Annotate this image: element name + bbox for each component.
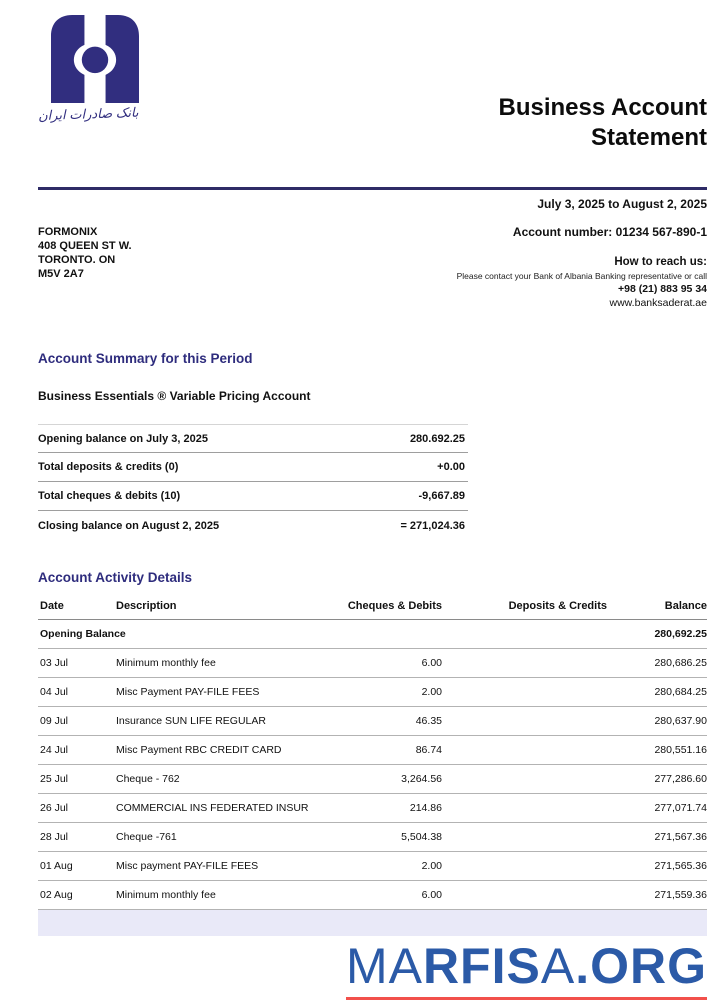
cell-description: Minimum monthly fee xyxy=(116,881,317,910)
activity-table xyxy=(38,594,707,910)
cell-balance: 280,551.16 xyxy=(607,736,707,765)
cell-date: 25 Jul xyxy=(38,765,116,794)
cell-debit: 3,264.56 xyxy=(317,765,442,794)
summary-value: 280.692.25 xyxy=(409,432,465,445)
table-row xyxy=(38,794,707,823)
table-row xyxy=(38,707,707,736)
bank-name-farsi: بانک صادرات ایران xyxy=(37,104,139,124)
bank-saderat-logo-icon xyxy=(46,15,144,103)
cell-debit: 86.74 xyxy=(317,736,442,765)
cell-debit: 6.00 xyxy=(317,649,442,678)
watermark-segment: .ORG xyxy=(575,938,707,994)
table-row xyxy=(38,736,707,765)
table-row xyxy=(38,678,707,707)
col-header-credits: Deposits & Credits xyxy=(442,594,607,620)
summary-value: +0.00 xyxy=(437,461,465,473)
summary-label: Opening balance on July 3, 2025 xyxy=(38,432,208,445)
cell-date: 09 Jul xyxy=(38,707,116,736)
watermark-wrap xyxy=(38,940,707,1000)
cell-credit xyxy=(442,736,607,765)
page-title xyxy=(499,93,708,153)
cell-date: 26 Jul xyxy=(38,794,116,823)
cell-credit xyxy=(442,765,607,794)
cell-date: 24 Jul xyxy=(38,736,116,765)
cell-credit xyxy=(442,852,607,881)
bank-website: www.banksaderat.ae xyxy=(609,297,707,309)
cell-date: 03 Jul xyxy=(38,649,116,678)
watermark-segment: RFIS xyxy=(422,938,541,994)
cell-balance: 271,567.36 xyxy=(607,823,707,852)
cell-date: 04 Jul xyxy=(38,678,116,707)
summary-value: -9,667.89 xyxy=(418,490,465,502)
summary-value: = 271,024.36 xyxy=(400,519,465,532)
summary-row xyxy=(38,453,468,482)
table-row xyxy=(38,852,707,881)
reach-us-note: Please contact your Bank of Albania Banking representative or call xyxy=(456,271,707,281)
summary-label: Total deposits & credits (0) xyxy=(38,461,179,473)
cell-credit xyxy=(442,678,607,707)
activity-header-row xyxy=(38,594,707,620)
address-line: 408 QUEEN ST W. xyxy=(38,240,132,252)
summary-label: Total cheques & debits (10) xyxy=(38,490,181,502)
cell-debit: 2.00 xyxy=(317,678,442,707)
cell-description: Misc Payment PAY-FILE FEES xyxy=(116,678,317,707)
address-line: TORONTO. ON xyxy=(38,254,116,266)
info-row xyxy=(38,225,707,309)
bank-logo-block xyxy=(37,15,218,124)
cell-balance: 271,559.36 xyxy=(607,881,707,910)
statement-period: July 3, 2025 to August 2, 2025 xyxy=(537,197,707,211)
cell-debit: 5,504.38 xyxy=(317,823,442,852)
table-row xyxy=(38,881,707,910)
col-header-balance: Balance xyxy=(607,594,707,620)
cell-credit xyxy=(442,649,607,678)
col-header-debits: Cheques & Debits xyxy=(317,594,442,620)
watermark-segment: MA xyxy=(345,938,423,994)
address-line: FORMONIX xyxy=(38,226,98,238)
cell-description: Cheque - 762 xyxy=(116,765,317,794)
customer-address xyxy=(38,225,132,309)
footer-stripe xyxy=(38,910,707,936)
table-row xyxy=(38,649,707,678)
address-line: M5V 2A7 xyxy=(38,268,84,280)
cell-debit: 46.35 xyxy=(317,707,442,736)
table-row xyxy=(38,823,707,852)
cell-balance: 277,071.74 xyxy=(607,794,707,823)
cell-description: Cheque -761 xyxy=(116,823,317,852)
cell-date: 02 Aug xyxy=(38,881,116,910)
header xyxy=(38,15,707,153)
account-number: Account number: 01234 567-890-1 xyxy=(512,225,707,239)
opening-balance-value: 280,692.25 xyxy=(607,620,707,649)
col-header-description: Description xyxy=(116,594,317,620)
cell-balance: 280,686.25 xyxy=(607,649,707,678)
title-line-2: Statement xyxy=(590,124,707,151)
col-header-date: Date xyxy=(38,594,116,620)
summary-row xyxy=(38,482,468,511)
cell-credit xyxy=(442,707,607,736)
activity-heading: Account Activity Details xyxy=(38,570,193,585)
cell-credit xyxy=(442,881,607,910)
table-row xyxy=(38,765,707,794)
cell-balance: 280,684.25 xyxy=(607,678,707,707)
cell-description: Minimum monthly fee xyxy=(116,649,317,678)
product-name: Business Essentials ® Variable Pricing Account xyxy=(38,389,311,403)
cell-description: Misc Payment RBC CREDIT CARD xyxy=(116,736,317,765)
contact-block xyxy=(457,225,707,309)
summary-label: Closing balance on August 2, 2025 xyxy=(38,519,220,532)
header-divider xyxy=(38,187,707,190)
cell-debit: 6.00 xyxy=(317,881,442,910)
cell-debit: 214.86 xyxy=(317,794,442,823)
cell-balance: 271,565.36 xyxy=(607,852,707,881)
cell-date: 01 Aug xyxy=(38,852,116,881)
cell-description: Insurance SUN LIFE REGULAR xyxy=(116,707,317,736)
cell-credit xyxy=(442,823,607,852)
watermark-segment: A xyxy=(540,938,576,994)
cell-balance: 277,286.60 xyxy=(607,765,707,794)
bank-phone: +98 (21) 883 95 34 xyxy=(617,283,707,295)
cell-balance: 280,637.90 xyxy=(607,707,707,736)
opening-balance-label: Opening Balance xyxy=(38,620,317,649)
cell-debit: 2.00 xyxy=(317,852,442,881)
title-line-1: Business Account xyxy=(498,94,707,121)
summary-table xyxy=(38,424,468,540)
cell-description: COMMERCIAL INS FEDERATED INSUR xyxy=(116,794,317,823)
cell-date: 28 Jul xyxy=(38,823,116,852)
cell-credit xyxy=(442,794,607,823)
summary-row xyxy=(38,424,468,453)
marfisa-watermark xyxy=(346,940,707,1000)
summary-heading: Account Summary for this Period xyxy=(38,351,253,366)
reach-us-title: How to reach us: xyxy=(614,256,707,268)
opening-balance-row xyxy=(38,620,707,649)
summary-row xyxy=(38,511,468,540)
cell-description: Misc payment PAY-FILE FEES xyxy=(116,852,317,881)
